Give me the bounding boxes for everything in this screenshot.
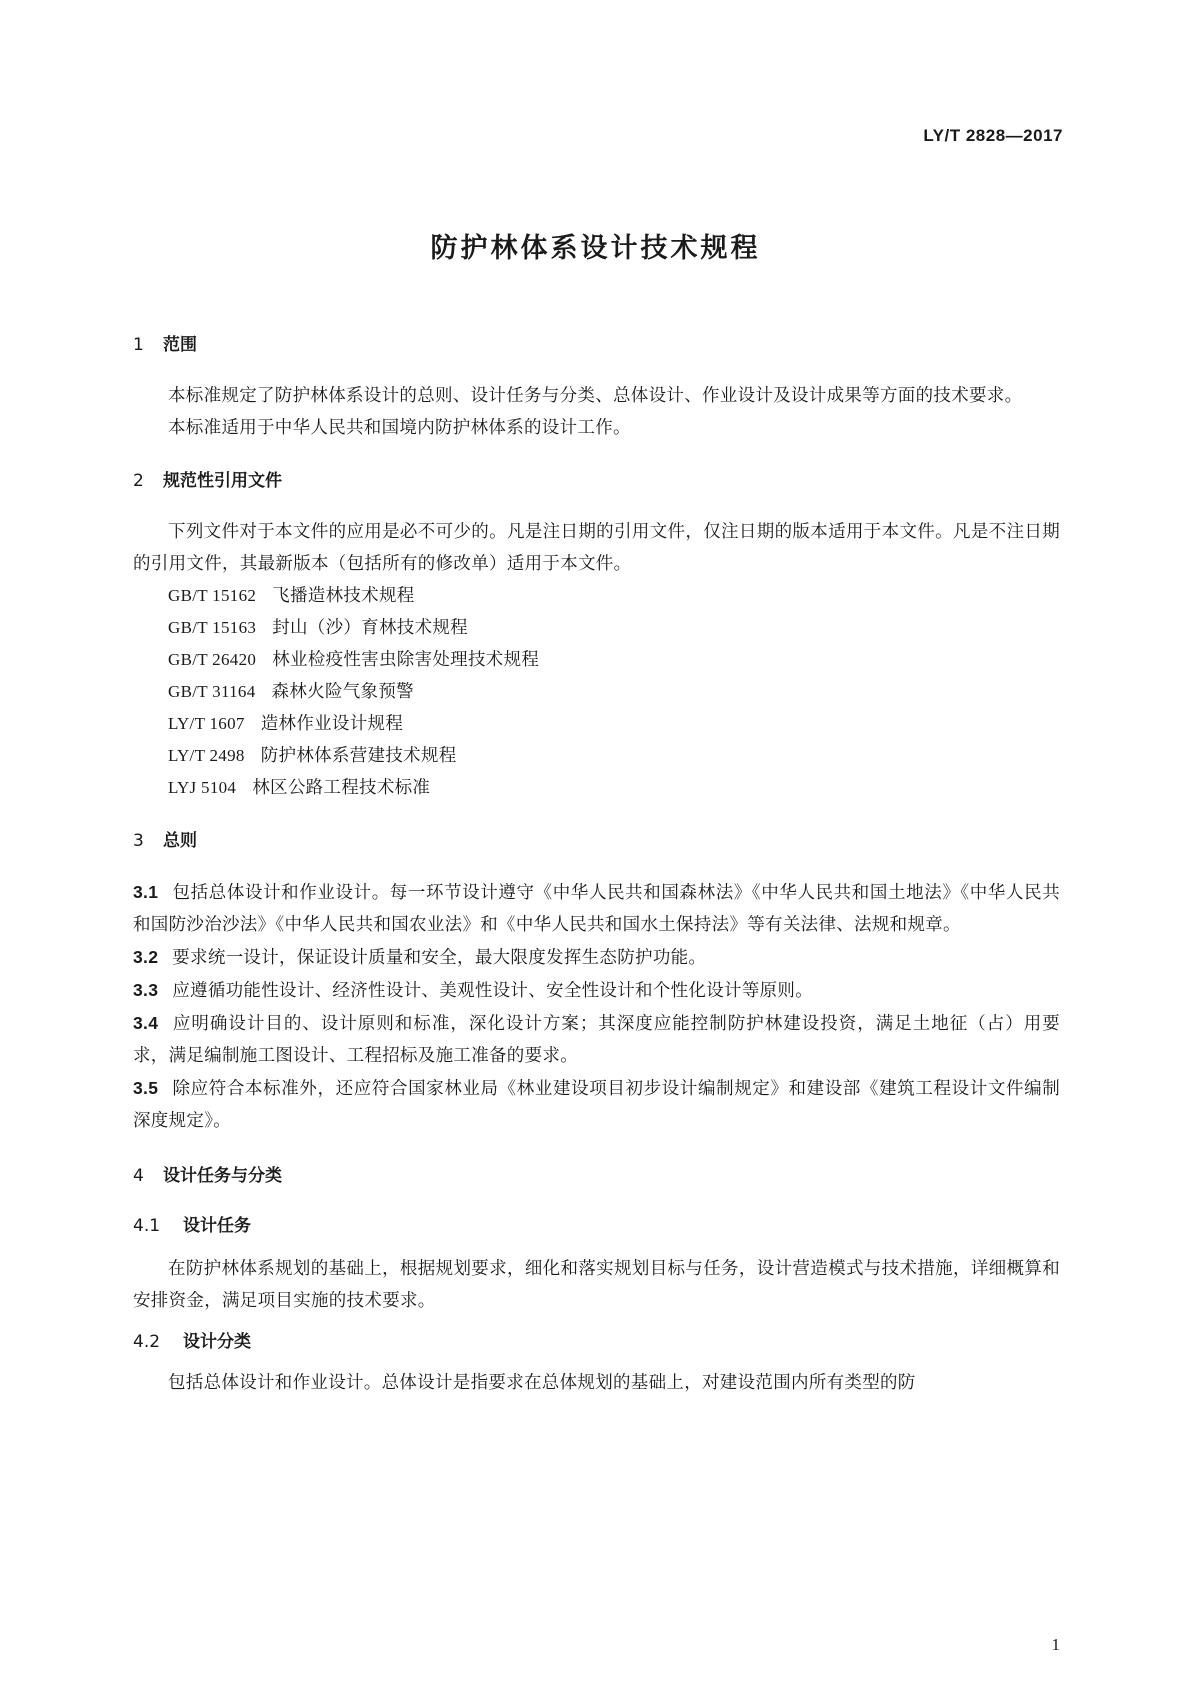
standard-code: LY/T 2828—2017 (923, 126, 1063, 145)
reference-item: LY/T 2498 防护林体系营建技术规程 (168, 746, 457, 766)
clause-3-4: 3.4 应明确设计目的、设计原则和标准，深化设计方案；其深度应能控制防护林建设投资，满足土地征（占）用要求，满足编制施工图设计、工程招标及施工准备的要求。 (133, 1013, 1060, 1066)
reference-item: GB/T 15162 飞播造林技术规程 (168, 586, 415, 606)
reference-item: LYJ 5104 林区公路工程技术标准 (168, 778, 431, 798)
document-body (133, 330, 1060, 1399)
section-1-paragraph-1: 本标准规定了防护林体系设计的总则、设计任务与分类、总体设计、作业设计及设计成果等方面的技术要求。 (168, 386, 1023, 406)
reference-item: LY/T 1607 造林作业设计规程 (168, 714, 404, 734)
page-title: 防护林体系设计技术规程 (430, 233, 761, 264)
section-4-2-paragraph: 包括总体设计和作业设计。总体设计是指要求在总体规划的基础上，对建设范围内所有类型的防 (168, 1373, 916, 1393)
section-2-heading: 2 规范性引用文件 (133, 471, 282, 491)
clause-3-2: 3.2 要求统一设计，保证设计质量和安全，最大限度发挥生态防护功能。 (133, 947, 707, 968)
section-3-heading: 3 总则 (133, 831, 197, 851)
page-number: 1 (1051, 1635, 1060, 1654)
reference-item: GB/T 26420 林业检疫性害虫除害处理技术规程 (168, 650, 540, 670)
section-1-heading: 1 范围 (133, 335, 197, 355)
reference-item: GB/T 31164 森林火险气象预警 (168, 682, 414, 702)
section-2-paragraph-1: 下列文件对于本文件的应用是必不可少的。凡是注日期的引用文件，仅注日期的版本适用于本文件。凡是不注日期的引用文件，其最新版本（包括所有的修改单）适用于本文件。 (133, 522, 1060, 574)
section-4-heading: 4 设计任务与分类 (133, 1166, 282, 1186)
section-1-paragraph-2: 本标准适用于中华人民共和国境内防护林体系的设计工作。 (168, 418, 631, 438)
clause-3-3: 3.3 应遵循功能性设计、经济性设计、美观性设计、安全性设计和个性化设计等原则。 (133, 980, 814, 1001)
clause-3-1: 3.1 包括总体设计和作业设计。每一环节设计遵守《中华人民共和国森林法》《中华人民共和国土地法》《中华人民共和国防沙治沙法》《中华人民共和国农业法》和《中华人民共和国水土保持法》等有关法律、法规和规章。 (133, 882, 1060, 935)
section-4-1-paragraph: 在防护林体系规划的基础上，根据规划要求，细化和落实规划目标与任务，设计营造模式与技术措施，详细概算和安排资金，满足项目实施的技术要求。 (133, 1259, 1060, 1311)
section-4-1-heading: 4.1 设计任务 (133, 1216, 251, 1236)
section-4-2-heading: 4.2 设计分类 (133, 1332, 251, 1352)
reference-item: GB/T 15163 封山（沙）育林技术规程 (168, 618, 468, 638)
clause-3-5: 3.5 除应符合本标准外，还应符合国家林业局《林业建设项目初步设计编制规定》和建设部《建筑工程设计文件编制深度规定》。 (133, 1078, 1060, 1131)
